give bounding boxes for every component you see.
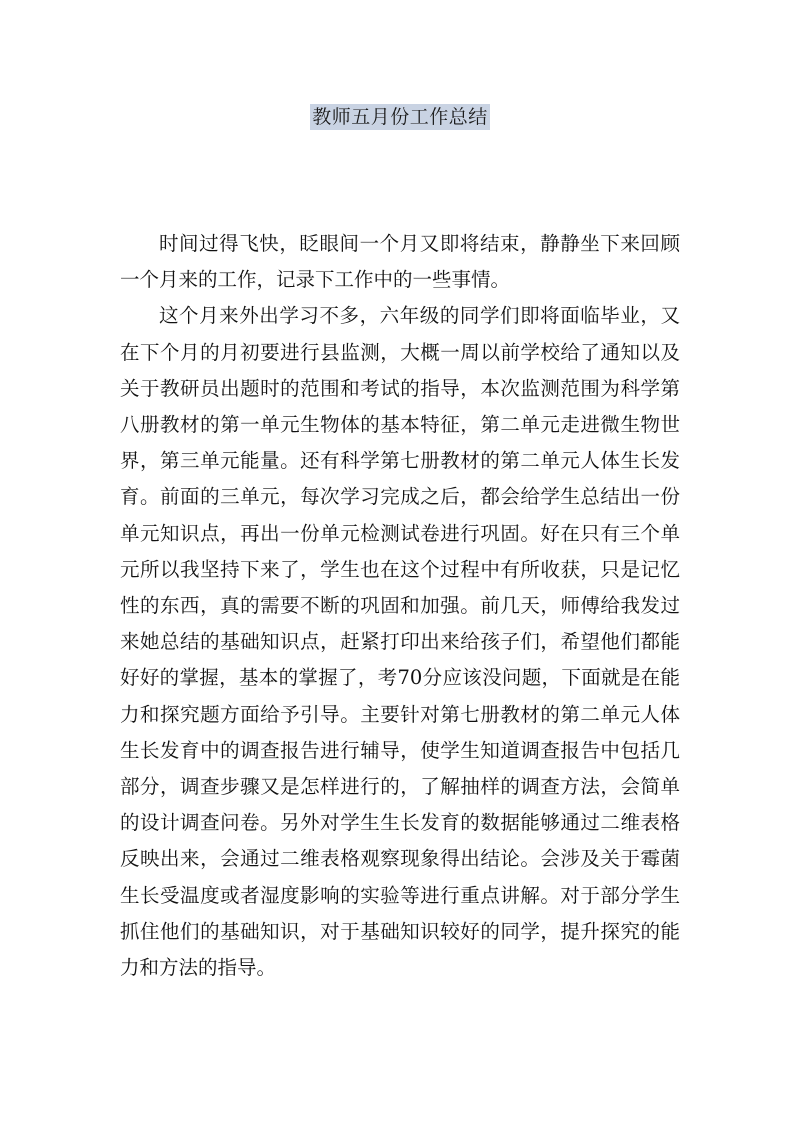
- document-title[interactable]: 教师五月份工作总结: [312, 106, 488, 128]
- paragraph-main: 这个月来外出学习不多，六年级的同学们即将面临毕业，又在下个月的月初要进行县监测，大概一周以前学校给了通知以及关于教研员出题时的范围和考试的指导，本次监测范围为科学第八册教材的第一单元生物体的基本特征，第二单元走进微生物世界，第三单元能量。还有科学第七册教材的第二单元人体生长发育。前面的三单元，每次学习完成之后，都会给学生总结出一份单元知识点，再出一份单元检测试卷进行巩固。好在只有三个单元所以我坚持下来了，学生也在这个过程中有所收获，只是记忆性的东西，真的需要不断的巩固和加强。前几天，师傅给我发过来她总结的基础知识点，赶紧打印出来给孩子们，希望他们都能好好的掌握，基本的掌握了，考70分应该没问题，下面就是在能力和探究题方面给予引导。主要针对第七册教材的第二单元人体生长发育中的调查报告进行辅导，使学生知道调查报告中包括几部分，调查步骤又是怎样进行的，了解抽样的调查方法，会简单的设计调查问卷。另外对学生生长发育的数据能够通过二维表格反映出来，会通过二维表格观察现象得出结论。会涉及关于霉菌生长受温度或者湿度影响的实验等进行重点讲解。对于部分学生抓住他们的基础知识，对于基础知识较好的同学，提升探究的能力和方法的指导。: [120, 304, 680, 980]
- document-body: [120, 226, 680, 986]
- paragraph-intro: 时间过得飞快，眨眼间一个月又即将结束，静静坐下来回顾一个月来的工作，记录下工作中的一些事情。: [120, 232, 680, 292]
- title-container: [0, 104, 800, 130]
